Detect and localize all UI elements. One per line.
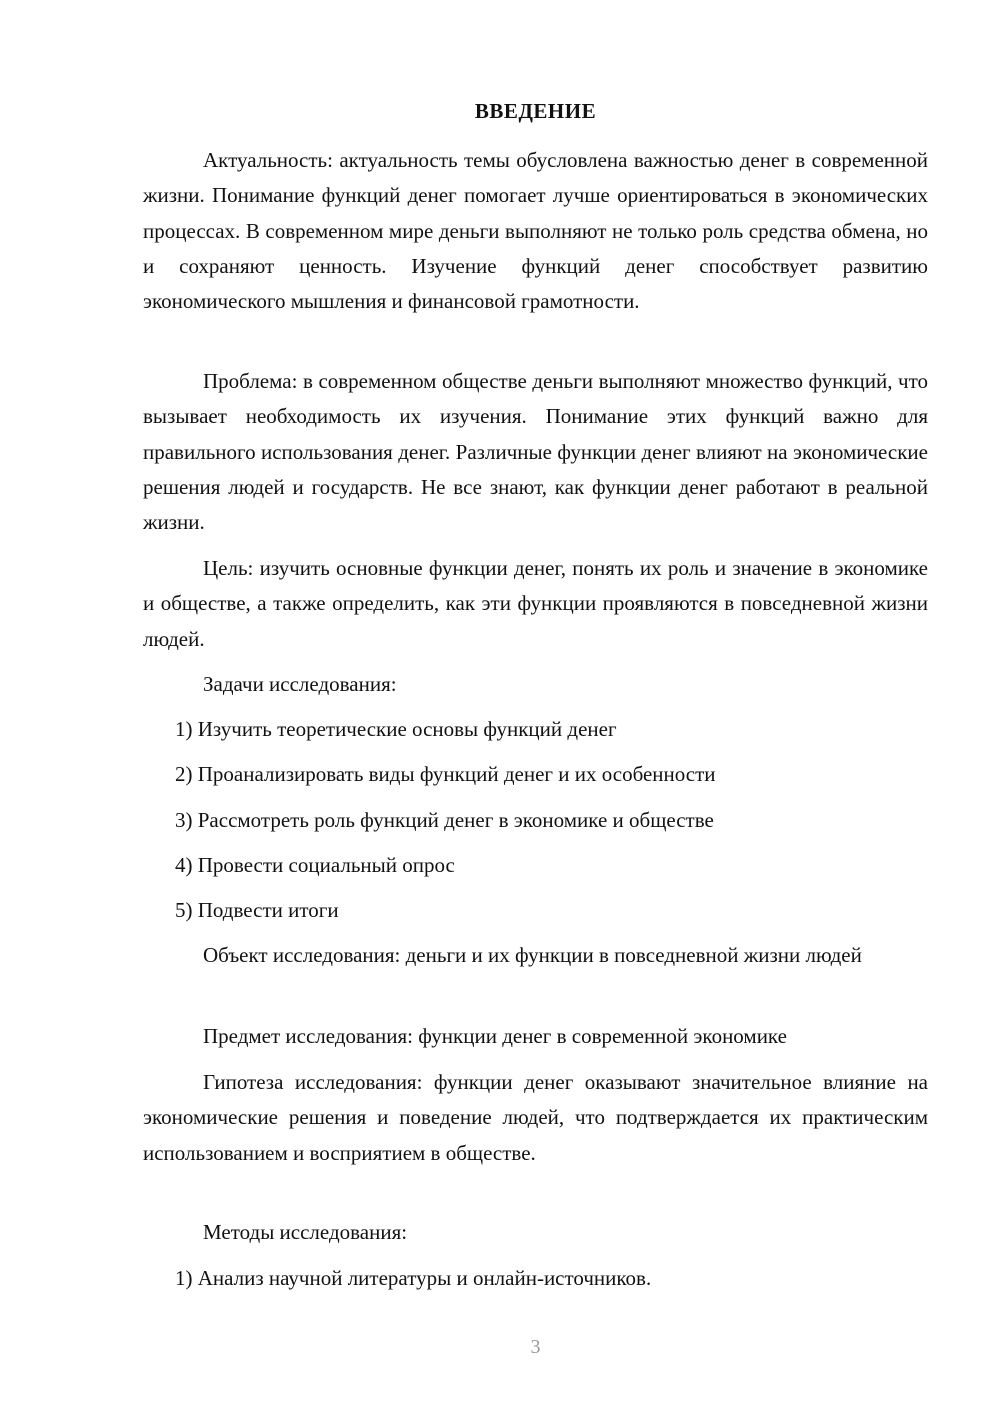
task-item-4: 4) Провести социальный опрос <box>175 853 455 877</box>
object-paragraph: Объект исследования: деньги и их функции в повседневной жизни людей <box>203 943 862 967</box>
methods-heading: Методы исследования: <box>203 1220 408 1244</box>
document-page <box>143 0 928 1414</box>
task-item-2: 2) Проанализировать виды функций денег и их особенности <box>175 762 716 786</box>
problem-paragraph: Проблема: в современном обществе деньги выполняют множество функций, что вызывает необходимость их изучения. Понимание этих функций важно для правильного использования денег. Различные функции денег влияют на экономические решения людей и государств. Не все знают, как функции денег работают в реальной жизни. <box>143 369 928 535</box>
method-item-1: 1) Анализ научной литературы и онлайн-источников. <box>175 1266 652 1290</box>
section-title: ВВЕДЕНИЕ <box>474 99 597 123</box>
subject-paragraph: Предмет исследования: функции денег в современной экономике <box>203 1024 787 1048</box>
task-item-1: 1) Изучить теоретические основы функций денег <box>175 717 617 741</box>
relevance-paragraph: Актуальность: актуальность темы обусловлена важностью денег в современной жизни. Понимание функций денег помогает лучше ориентироваться в экономических процессах. В современном мире деньги выполняют не только роль средства обмена, но и сохраняют ценность. Изучение функций денег способствует развитию экономического мышления и финансовой грамотности. <box>143 148 928 314</box>
tasks-heading: Задачи исследования: <box>203 672 397 696</box>
page-number: 3 <box>530 1336 541 1358</box>
goal-paragraph: Цель: изучить основные функции денег, понять их роль и значение в экономике и обществе, а также определить, как эти функции проявляются в повседневной жизни людей. <box>143 556 928 651</box>
task-item-5: 5) Подвести итоги <box>175 898 339 922</box>
hypothesis-paragraph: Гипотеза исследования: функции денег оказывают значительное влияние на экономические решения и поведение людей, что подтверждается их практическим использованием и восприятием в обществе. <box>143 1070 928 1165</box>
task-item-3: 3) Рассмотреть роль функций денег в экономике и обществе <box>175 808 714 832</box>
